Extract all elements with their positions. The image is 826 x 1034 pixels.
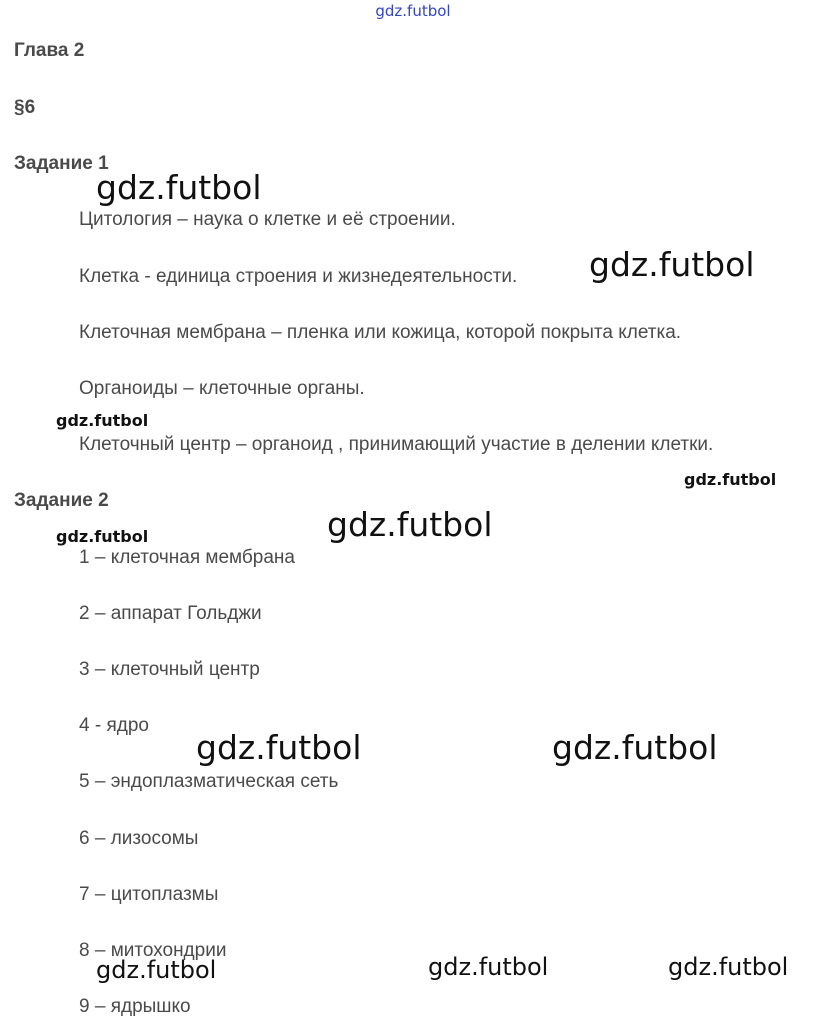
task2-line: 9 – ядрышко xyxy=(79,996,191,1017)
task2-line: 7 – цитоплазмы xyxy=(79,884,219,905)
watermark: gdz.futbol xyxy=(668,953,789,981)
watermark: gdz.futbol xyxy=(56,411,149,430)
watermark: gdz.futbol xyxy=(589,245,755,284)
task2-line: 6 – лизосомы xyxy=(79,828,199,849)
watermark: gdz.futbol xyxy=(552,728,718,767)
task2-line: 5 – эндоплазматическая сеть xyxy=(79,771,339,792)
task2-line: 1 – клеточная мембрана xyxy=(79,547,295,568)
task2-line: 8 – митохондрии xyxy=(79,940,227,961)
task1-title: Задание 1 xyxy=(14,153,109,174)
task1-line: Клетка - единица строения и жизнедеятельности. xyxy=(79,266,518,287)
task1-line: Клеточная мембрана – пленка или кожица, которой покрыта клетка. xyxy=(79,322,682,343)
watermark: gdz.futbol xyxy=(96,168,262,207)
watermark: gdz.futbol xyxy=(196,728,362,767)
task2-line: 3 – клеточный центр xyxy=(79,659,260,680)
site-link[interactable]: gdz.futbol xyxy=(375,2,451,20)
watermark: gdz.futbol xyxy=(684,470,777,489)
watermark: gdz.futbol xyxy=(96,956,217,984)
task2-line: 2 – аппарат Гольджи xyxy=(79,603,262,624)
task2-title: Задание 2 xyxy=(14,490,109,511)
chapter-heading: Глава 2 xyxy=(14,40,85,61)
task2-line: 4 - ядро xyxy=(79,715,149,736)
watermark: gdz.futbol xyxy=(56,527,149,546)
task1-line: Органоиды – клеточные органы. xyxy=(79,378,365,399)
paragraph-heading: §6 xyxy=(14,97,36,118)
watermark: gdz.futbol xyxy=(428,953,549,981)
task1-line: Клеточный центр – органоид , принимающий участие в делении клетки. xyxy=(79,434,714,455)
watermark: gdz.futbol xyxy=(327,505,493,544)
task1-line: Цитология – наука о клетке и её строении. xyxy=(79,209,456,230)
